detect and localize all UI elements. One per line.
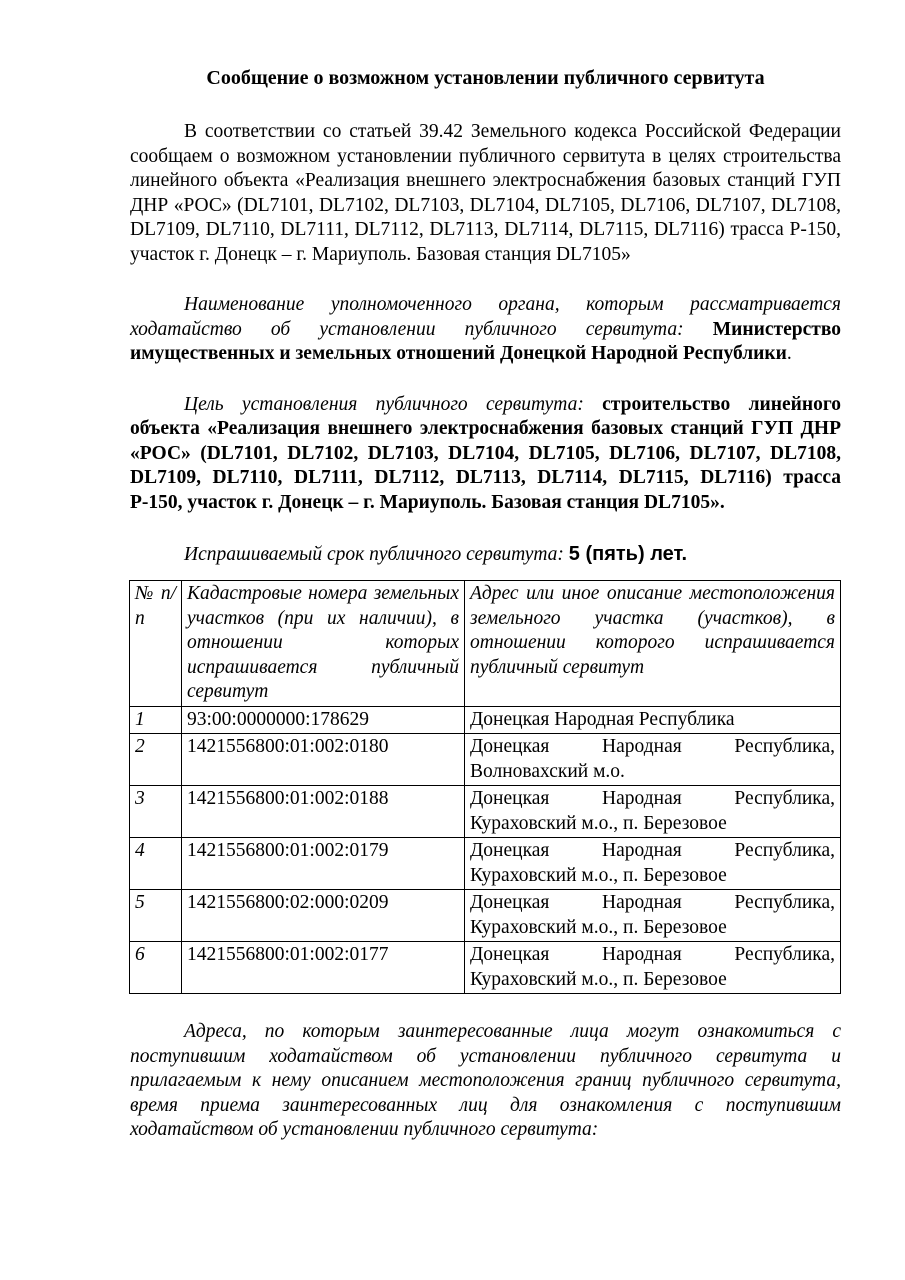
row-cadastral: 1421556800:02:000:0209 <box>182 890 465 942</box>
row-number: 5 <box>130 890 182 942</box>
term-paragraph <box>130 539 841 570</box>
row-cadastral: 1421556800:01:002:0188 <box>182 786 465 838</box>
table-row <box>130 838 841 890</box>
row-address: Донецкая Народная Республика, Кураховский м.о., п. Березовое <box>465 838 841 890</box>
document-title: Сообщение о возможном установлении публичного сервитута <box>206 67 765 89</box>
header-cadastral: Кадастровые номера земельных участков (при их наличии), в отношении которых испрашивается публичный сервитут <box>182 581 465 707</box>
organ-label: Наименование уполномоченного органа, которым рассматривается ходатайство об установлении публичного сервитута: <box>130 294 841 340</box>
row-address: Донецкая Народная Республика, Волновахский м.о. <box>465 734 841 786</box>
row-number: 6 <box>130 942 182 994</box>
row-address: Донецкая Народная Республика <box>465 706 841 734</box>
table-row <box>130 734 841 786</box>
table-row <box>130 706 841 734</box>
organ-value: Министерство имущественных и земельных отношений Донецкой Народной Республики <box>130 318 841 364</box>
row-address: Донецкая Народная Республика, Кураховский м.о., п. Березовое <box>465 942 841 994</box>
table-header-row <box>130 581 841 707</box>
row-number: 2 <box>130 734 182 786</box>
row-number: 3 <box>130 786 182 838</box>
servitude-table <box>129 580 841 994</box>
row-cadastral: 1421556800:01:002:0177 <box>182 942 465 994</box>
goal-value: строительство линейного объекта «Реализация внешнего электроснабжения базовых станций ГУП ДНР «РОС» (DL7101, DL7102, DL7103, DL7104, DL7105, DL7106, DL7107, DL7108, DL7109, DL7110, DL7111, DL7112, DL7113, DL7114, DL7115, DL7116) трасса Р-150, участок г. Донецк – г. Мариуполь. Базовая станция DL7105». <box>130 393 841 513</box>
intro-paragraph: В соответствии со статьей 39.42 Земельного кодекса Российской Федерации сообщаем о возможном установлении публичного сервитута в целях строительства линейного объекта «Реализация внешнего электроснабжения базовых станций ГУП ДНР «РОС» (DL7101, DL7102, DL7103, DL7104, DL7105, DL7106, DL7107, DL7108, DL7109, DL7110, DL7111, DL7112, DL7113, DL7114, DL7115, DL7116) трасса Р-150, участок г. Донецк – г. Мариуполь. Базовая станция DL7105» <box>130 121 841 265</box>
row-number: 1 <box>130 706 182 734</box>
goal-paragraph <box>130 393 841 516</box>
term-label: Испрашиваемый срок публичного сервитута: <box>184 544 564 565</box>
table-row <box>130 890 841 942</box>
row-number: 4 <box>130 838 182 890</box>
row-cadastral: 93:00:0000000:178629 <box>182 706 465 734</box>
row-address: Донецкая Народная Республика, Кураховский м.о., п. Березовое <box>465 786 841 838</box>
document-page <box>130 60 841 1143</box>
row-cadastral: 1421556800:01:002:0179 <box>182 838 465 890</box>
addresses-paragraph: Адреса, по которым заинтересованные лица могут ознакомиться с поступившим ходатайством об установлении публичного сервитута и прилагаемым к нему описанием местоположения границ публичного сервитута, время приема заинтересованных лиц для ознакомления с поступившим ходатайством об установлении публичного сервитута: <box>130 1021 841 1140</box>
term-value: 5 (пять) лет. <box>568 543 688 565</box>
table-row <box>130 942 841 994</box>
organ-end: . <box>786 343 792 364</box>
organ-paragraph <box>130 293 841 367</box>
header-address: Адрес или иное описание местоположения земельного участка (участков), в отношении которого испрашивается публичный сервитут <box>465 581 841 707</box>
goal-label: Цель установления публичного сервитута: <box>184 393 584 415</box>
header-number: № п/п <box>130 581 182 707</box>
row-cadastral: 1421556800:01:002:0180 <box>182 734 465 786</box>
table-row <box>130 786 841 838</box>
row-address: Донецкая Народная Республика, Кураховский м.о., п. Березовое <box>465 890 841 942</box>
